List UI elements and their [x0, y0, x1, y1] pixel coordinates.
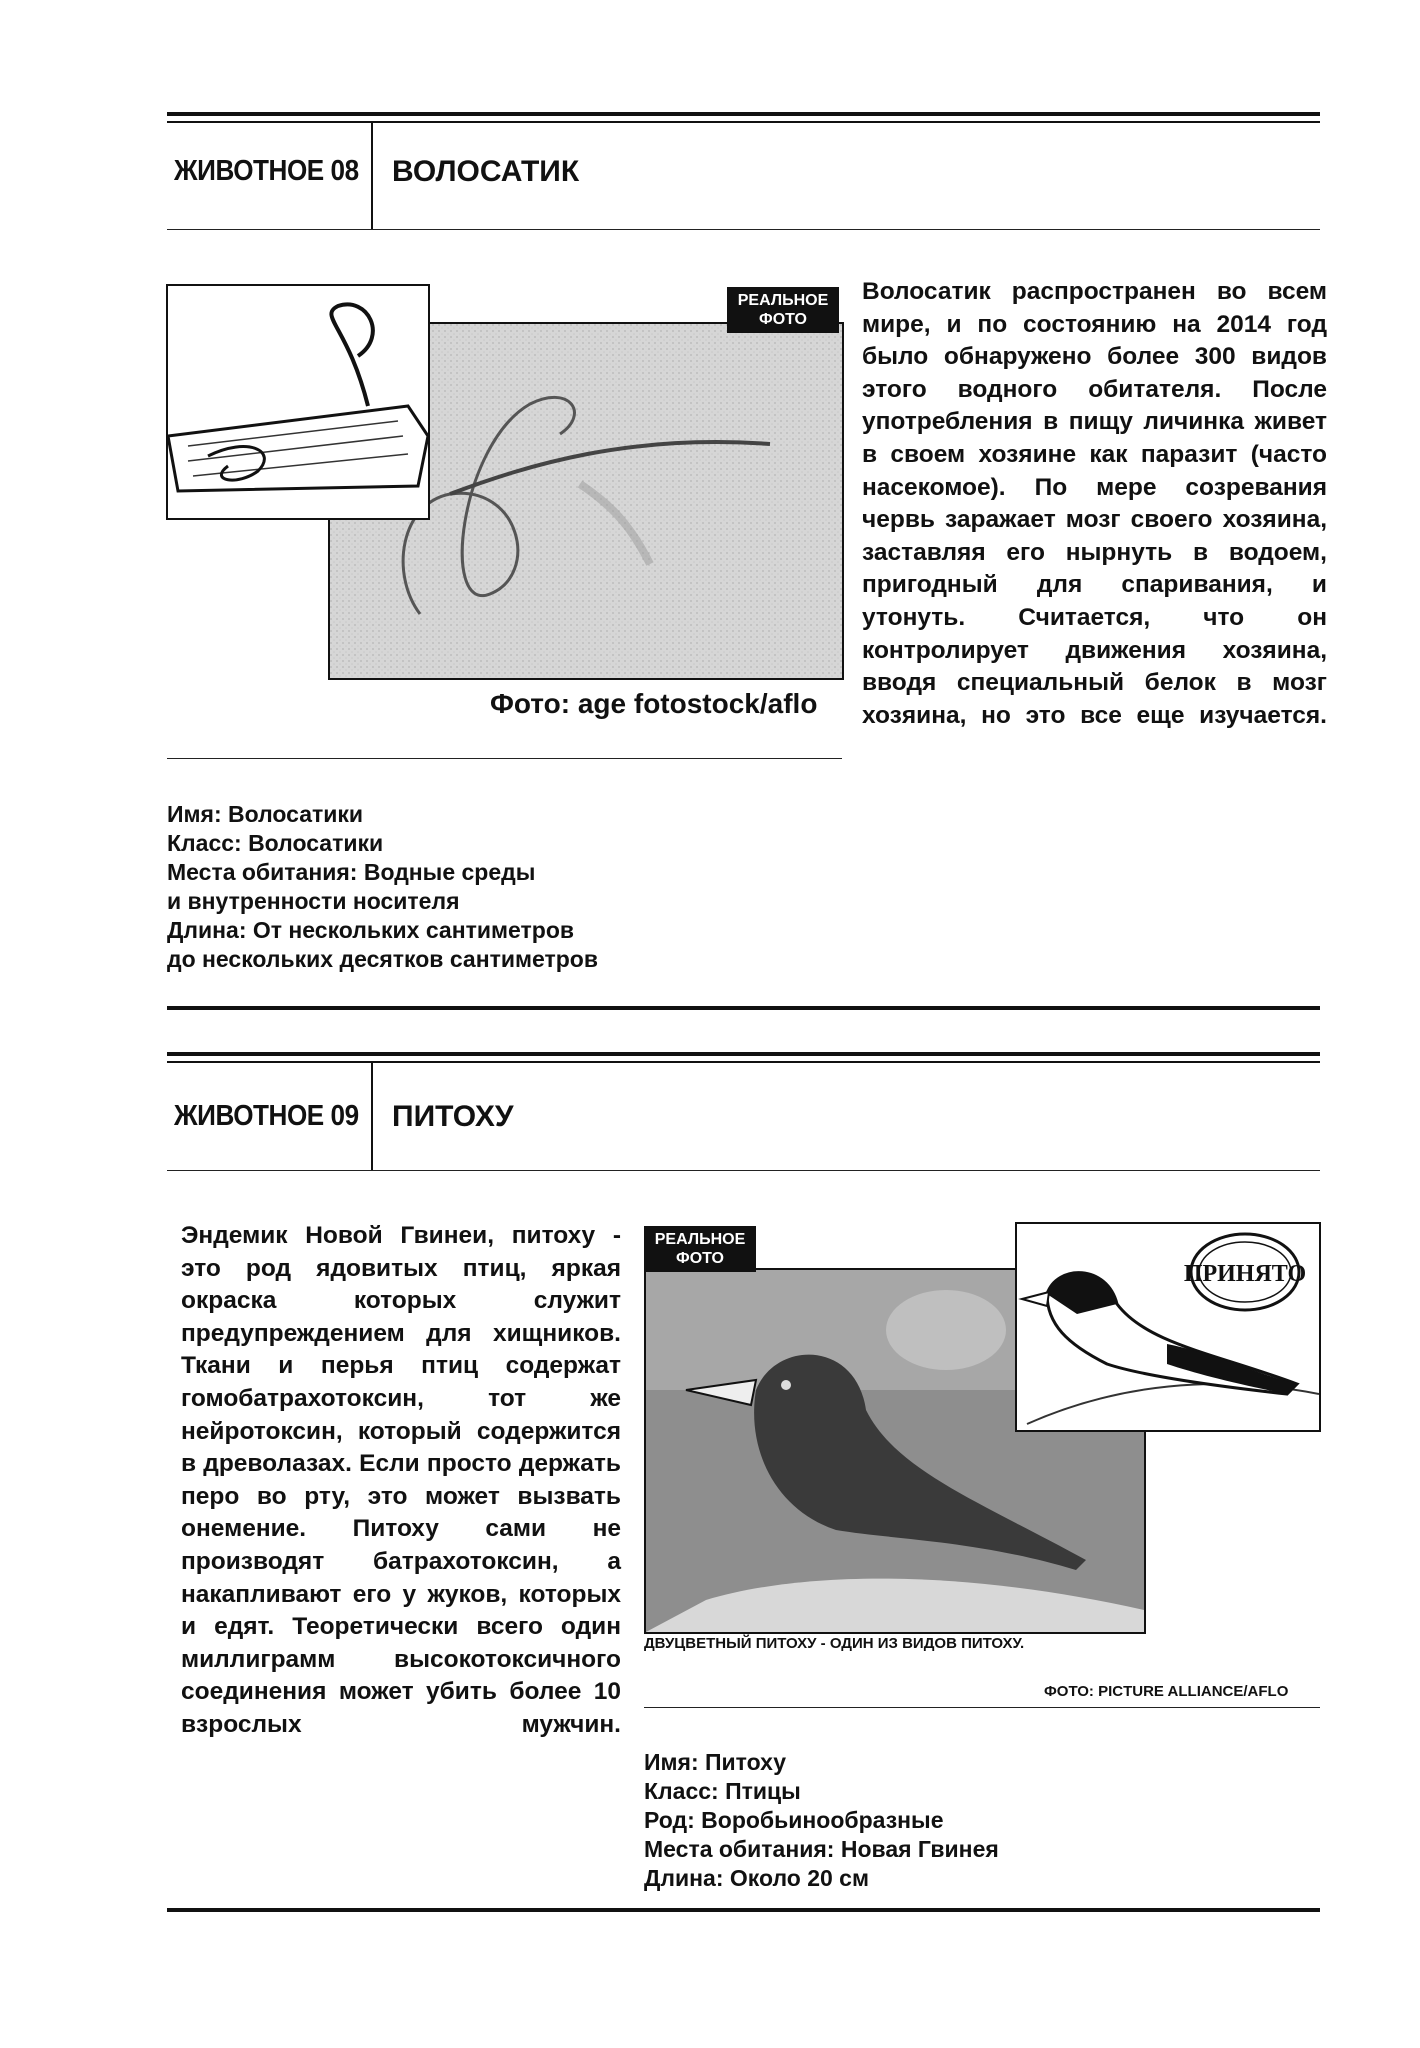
header-rule-bottom — [167, 1170, 1320, 1171]
info-class: Класс: Волосатики — [167, 830, 384, 856]
animal-info — [644, 1748, 999, 1893]
header-rule-top — [167, 1052, 1320, 1056]
hairworm-illustration — [166, 284, 430, 520]
header-rule-top — [167, 112, 1320, 116]
hairworm-illustration-drawing — [168, 286, 428, 518]
section-end-rule — [167, 1006, 1320, 1010]
photo-rule — [167, 758, 842, 759]
real-photo-badge — [727, 287, 839, 333]
badge-line-2: ФОТО — [676, 1250, 724, 1267]
info-habitat-cont: и внутренности носителя — [167, 888, 460, 914]
info-name: Имя: Волосатики — [167, 801, 364, 827]
header-divider — [371, 1063, 373, 1171]
photo-credit: Фото: age fotostock/aflo — [490, 688, 818, 719]
real-photo-badge — [644, 1226, 756, 1272]
animal-title: ВОЛОСАТИК — [392, 155, 580, 188]
badge-line-1: РЕАЛЬНОЕ — [737, 292, 829, 309]
info-name: Имя: Питоху — [644, 1749, 786, 1775]
photo-rule — [644, 1707, 1320, 1708]
pitohui-illustration-drawing — [1017, 1224, 1319, 1430]
header-rule-top-inner — [167, 121, 1320, 123]
header-divider — [371, 123, 373, 230]
info-length: Длина: Около 20 см — [644, 1865, 869, 1891]
section-end-rule — [167, 1908, 1320, 1912]
info-length-cont: до нескольких десятков сантиметров — [167, 946, 598, 972]
animal-description: Волосатик распространен во всем мире, и по состоянию на 2014 год было обнаружено более 300 видов этого водного обитателя. После употребления в пищу личинка живет в своем хозяине как паразит (часто насекомое). По мере созревания червь заражает мозг своего хозяина, заставляя его нырнуть в водоем, пригодный для спаривания, и утонуть. Считается, что он контролирует движения хозяина, вводя специальный белок в мозг хозяина, но это все еще изучается. — [862, 278, 1327, 729]
badge-line-1: РЕАЛЬНОЕ — [654, 1231, 746, 1248]
info-order: Род: Воробьинообразные — [644, 1807, 944, 1833]
info-class: Класс: Птицы — [644, 1778, 801, 1804]
header-rule-bottom — [167, 229, 1320, 230]
animal-number-label: ЖИВОТНОЕ 08 — [174, 155, 359, 187]
animal-description: Эндемик Новой Гвинеи, питоху - это род ядовитых птиц, яркая окраска которых служит предупреждением для хищников. Ткани и перья птиц содержат гомобатрахотоксин, тот же нейротоксин, который содержится в древолазах. Если просто держать перо во рту, это может вызвать онемение. Питоху сами не производят батрахотоксин, а накапливают его у жуков, которых и едят. Теоретически всего один миллиграмм высокотоксичного соединения может убить более 10 взрослых мужчин. — [181, 1222, 621, 1738]
photo-caption: ДВУЦВЕТНЫЙ ПИТОХУ - ОДИН ИЗ ВИДОВ ПИТОХУ. — [644, 1635, 1025, 1652]
animal-title: ПИТОХУ — [392, 1100, 514, 1133]
stamp-text: ПРИНЯТО — [1183, 1261, 1307, 1287]
info-habitat: Места обитания: Водные среды — [167, 859, 536, 885]
info-habitat: Места обитания: Новая Гвинея — [644, 1836, 999, 1862]
badge-line-2: ФОТО — [759, 311, 807, 328]
info-length: Длина: От нескольких сантиметров — [167, 917, 575, 943]
animal-info — [167, 800, 598, 974]
header-rule-top-inner — [167, 1061, 1320, 1063]
pitohui-illustration — [1015, 1222, 1321, 1432]
animal-number-label: ЖИВОТНОЕ 09 — [174, 1100, 359, 1132]
photo-credit: ФОТО: PICTURE ALLIANCE/AFLO — [1044, 1683, 1289, 1700]
